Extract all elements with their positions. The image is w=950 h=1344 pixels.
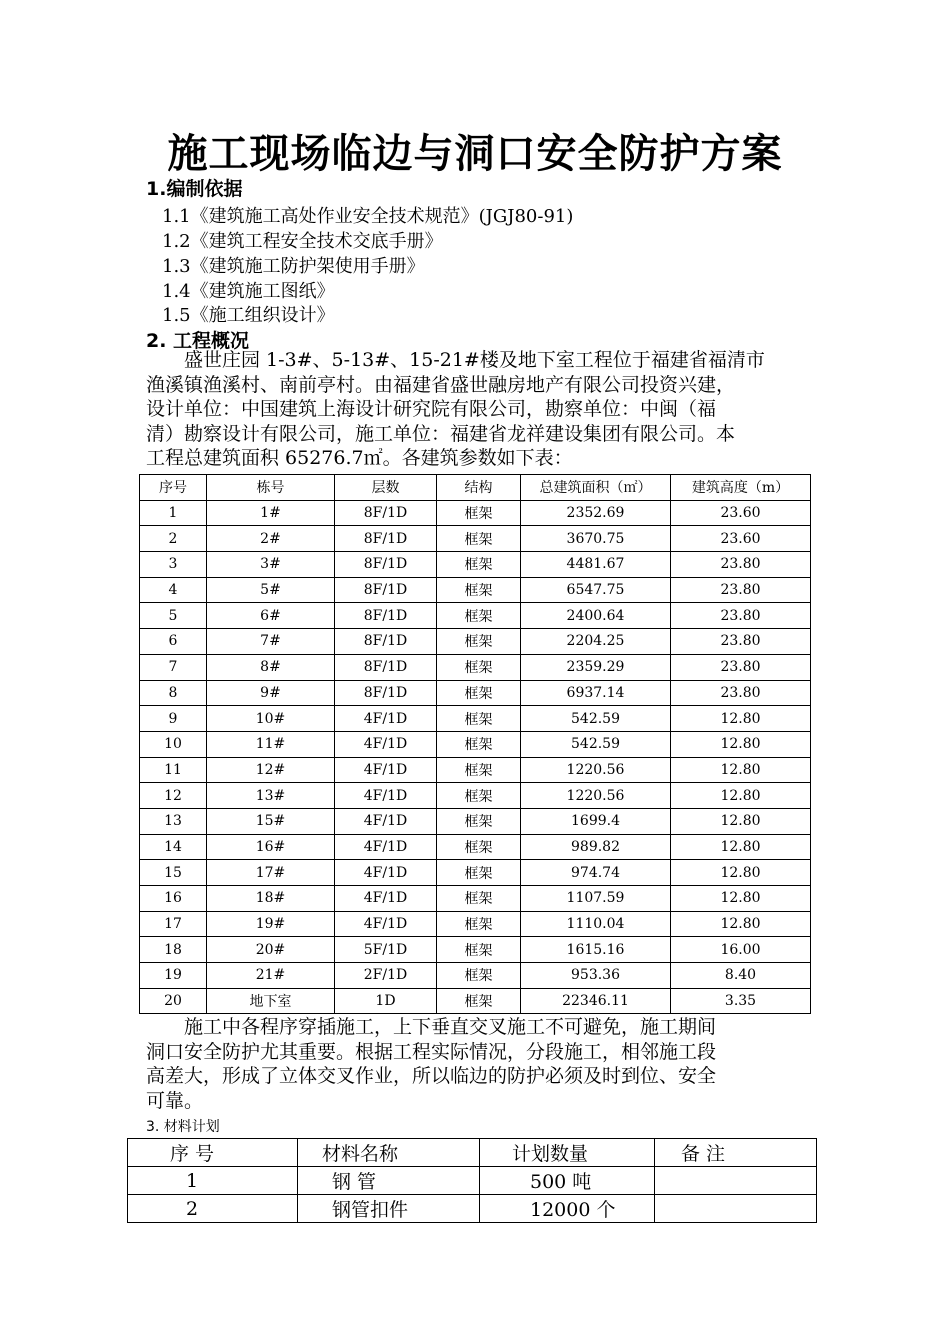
paragraph-line: 洞口安全防护尤其重要。根据工程实际情况，分段施工，相邻施工段 [146, 1040, 717, 1063]
table-cell: 3670.75 [521, 526, 671, 552]
table-cell: 10# [207, 706, 335, 732]
table-cell: 8F/1D [335, 500, 437, 526]
table-cell: 框架 [437, 937, 521, 963]
table-row [140, 706, 811, 732]
paragraph-line: 设计单位：中国建筑上海设计研究院有限公司，勘察单位：中闽（福 [146, 398, 717, 420]
table-cell: 框架 [437, 783, 521, 809]
table-cell: 2204.25 [521, 629, 671, 655]
table-row [140, 731, 811, 757]
table-cell: 4F/1D [335, 834, 437, 860]
table-cell: 钢管扣件 [298, 1195, 480, 1223]
table-cell: 16 [140, 886, 207, 912]
table-cell: 1220.56 [521, 757, 671, 783]
paragraph-line: 清）勘察设计有限公司，施工单位：福建省龙祥建设集团有限公司。本 [146, 422, 736, 445]
table-cell: 8F/1D [335, 526, 437, 552]
table-cell: 974.74 [521, 860, 671, 886]
table-row [140, 552, 811, 578]
table-cell: 4F/1D [335, 706, 437, 732]
table-cell: 23.80 [671, 552, 811, 578]
table-row [128, 1195, 817, 1223]
table-cell: 5# [207, 577, 335, 603]
reference-item: 1.2《建筑工程安全技术交底手册》 [162, 231, 443, 252]
table-cell: 框架 [437, 834, 521, 860]
table-cell: 框架 [437, 886, 521, 912]
table-cell: 框架 [437, 731, 521, 757]
paragraph-line: 工程总建筑面积 65276.7㎡。各建筑参数如下表： [146, 447, 573, 469]
table-cell: 框架 [437, 963, 521, 989]
table-cell: 12.80 [671, 860, 811, 886]
table-cell: 8.40 [671, 963, 811, 989]
table-row [128, 1167, 817, 1195]
table-cell: 16# [207, 834, 335, 860]
table-cell: 12000 个 [480, 1195, 655, 1223]
table-cell: 17# [207, 860, 335, 886]
table-cell: 4F/1D [335, 808, 437, 834]
table-cell: 12.80 [671, 783, 811, 809]
table-cell: 2F/1D [335, 963, 437, 989]
table-row [140, 808, 811, 834]
table-cell: 4F/1D [335, 860, 437, 886]
column-header: 栋号 [207, 475, 335, 501]
paragraph-line: 盛世庄园 1-3#、5-13#、15-21#楼及地下室工程位于福建省福清市 [146, 349, 765, 371]
table-cell: 12.80 [671, 911, 811, 937]
table-cell: 23.80 [671, 603, 811, 629]
table-cell: 13# [207, 783, 335, 809]
table-cell: 2# [207, 526, 335, 552]
table-cell: 12.80 [671, 834, 811, 860]
table-cell: 3 [140, 552, 207, 578]
table-cell: 2 [128, 1195, 298, 1223]
table-cell: 6547.75 [521, 577, 671, 603]
table-cell: 12.80 [671, 706, 811, 732]
table-cell: 12.80 [671, 886, 811, 912]
table-cell: 1 [128, 1167, 298, 1195]
table-cell: 19# [207, 911, 335, 937]
table-cell: 20 [140, 988, 207, 1014]
table-cell: 2352.69 [521, 500, 671, 526]
table-cell: 1D [335, 988, 437, 1014]
table-cell: 4481.67 [521, 552, 671, 578]
table-cell: 8F/1D [335, 680, 437, 706]
table-cell: 1# [207, 500, 335, 526]
table-cell: 15# [207, 808, 335, 834]
table-cell: 7# [207, 629, 335, 655]
project-overview-paragraph [146, 348, 818, 471]
table-cell: 11 [140, 757, 207, 783]
table-cell: 框架 [437, 654, 521, 680]
table-cell: 2 [140, 526, 207, 552]
table-header-row [140, 475, 811, 501]
table-row [140, 526, 811, 552]
table-cell: 地下室 [207, 988, 335, 1014]
table-cell: 23.80 [671, 680, 811, 706]
reference-item: 1.3《建筑施工防护架使用手册》 [162, 256, 425, 277]
table-cell: 4F/1D [335, 911, 437, 937]
table-row [140, 577, 811, 603]
table-cell: 18 [140, 937, 207, 963]
table-cell: 542.59 [521, 731, 671, 757]
table-cell: 8F/1D [335, 629, 437, 655]
table-cell: 989.82 [521, 834, 671, 860]
table-row [140, 654, 811, 680]
table-cell: 7 [140, 654, 207, 680]
table-cell: 4F/1D [335, 886, 437, 912]
paragraph-line: 渔溪镇渔溪村、南前亭村。由福建省盛世融房地产有限公司投资兴建， [146, 373, 736, 396]
table-cell: 4 [140, 577, 207, 603]
table-cell: 5F/1D [335, 937, 437, 963]
table-cell: 1107.59 [521, 886, 671, 912]
table-cell: 12 [140, 783, 207, 809]
table-cell: 4F/1D [335, 731, 437, 757]
table-row [140, 757, 811, 783]
table-cell: 框架 [437, 757, 521, 783]
table-cell: 8 [140, 680, 207, 706]
table-cell: 21# [207, 963, 335, 989]
table-cell: 23.60 [671, 500, 811, 526]
table-cell: 5 [140, 603, 207, 629]
table-header-row [128, 1139, 817, 1167]
table-row [140, 911, 811, 937]
table-cell: 20# [207, 937, 335, 963]
table-cell: 1699.4 [521, 808, 671, 834]
table-cell: 19 [140, 963, 207, 989]
reference-item: 1.5《施工组织设计》 [162, 305, 335, 326]
table-cell: 23.80 [671, 629, 811, 655]
table-cell: 11# [207, 731, 335, 757]
table-cell: 6# [207, 603, 335, 629]
column-header: 备 注 [655, 1139, 817, 1167]
table-cell: 14 [140, 834, 207, 860]
table-cell: 框架 [437, 680, 521, 706]
column-header: 计划数量 [480, 1139, 655, 1167]
table-cell: 2359.29 [521, 654, 671, 680]
table-cell: 500 吨 [480, 1167, 655, 1195]
column-header: 序号 [140, 475, 207, 501]
table-row [140, 834, 811, 860]
column-header: 结构 [437, 475, 521, 501]
paragraph-line: 高差大，形成了立体交叉作业，所以临边的防护必须及时到位、安全 [146, 1065, 717, 1087]
table-cell: 框架 [437, 706, 521, 732]
table-cell: 16.00 [671, 937, 811, 963]
table-row [140, 860, 811, 886]
table-row [140, 963, 811, 989]
column-header: 层数 [335, 475, 437, 501]
section-3-heading: 3. 材料计划 [146, 1119, 220, 1135]
table-cell: 钢 管 [298, 1167, 480, 1195]
table-row [140, 988, 811, 1014]
table-cell: 8# [207, 654, 335, 680]
table-cell: 框架 [437, 911, 521, 937]
table-cell: 框架 [437, 603, 521, 629]
table-cell: 框架 [437, 808, 521, 834]
table-row [140, 629, 811, 655]
column-header: 总建筑面积（㎡） [521, 475, 671, 501]
table-cell: 框架 [437, 526, 521, 552]
material-plan-table [127, 1138, 817, 1223]
table-cell: 3# [207, 552, 335, 578]
table-row [140, 603, 811, 629]
table-cell: 12.80 [671, 731, 811, 757]
table-cell: 23.80 [671, 577, 811, 603]
table-cell: 1 [140, 500, 207, 526]
table-cell: 框架 [437, 552, 521, 578]
table-cell: 12.80 [671, 808, 811, 834]
paragraph-line: 可靠。 [146, 1089, 204, 1112]
table-cell: 3.35 [671, 988, 811, 1014]
table-cell: 12.80 [671, 757, 811, 783]
table-cell: 9# [207, 680, 335, 706]
table-cell: 8F/1D [335, 552, 437, 578]
table-cell: 10 [140, 731, 207, 757]
table-cell: 6 [140, 629, 207, 655]
table-cell: 4F/1D [335, 783, 437, 809]
table-cell: 23.80 [671, 654, 811, 680]
table-cell: 17 [140, 911, 207, 937]
table-cell: 12# [207, 757, 335, 783]
table-cell: 1110.04 [521, 911, 671, 937]
table-cell [655, 1167, 817, 1195]
table-cell: 9 [140, 706, 207, 732]
table-cell: 15 [140, 860, 207, 886]
table-cell: 953.36 [521, 963, 671, 989]
table-cell: 22346.11 [521, 988, 671, 1014]
table-cell: 6937.14 [521, 680, 671, 706]
column-header: 材料名称 [298, 1139, 480, 1167]
table-cell: 1615.16 [521, 937, 671, 963]
table-cell: 2400.64 [521, 603, 671, 629]
table-cell: 1220.56 [521, 783, 671, 809]
reference-item: 1.1《建筑施工高处作业安全技术规范》(JGJ80-91) [162, 206, 574, 227]
paragraph-line: 施工中各程序穿插施工，上下垂直交叉施工不可避免，施工期间 [146, 1016, 717, 1038]
table-cell: 框架 [437, 577, 521, 603]
construction-note-paragraph [146, 1015, 818, 1113]
column-header: 建筑高度（m） [671, 475, 811, 501]
table-cell: 8F/1D [335, 603, 437, 629]
document-title: 施工现场临边与洞口安全防护方案 [167, 131, 783, 177]
table-cell: 框架 [437, 629, 521, 655]
table-row [140, 886, 811, 912]
table-row [140, 500, 811, 526]
table-row [140, 937, 811, 963]
table-row [140, 680, 811, 706]
column-header: 序 号 [128, 1139, 298, 1167]
table-cell: 13 [140, 808, 207, 834]
table-cell: 23.60 [671, 526, 811, 552]
section-1-heading: 1.编制依据 [146, 178, 243, 200]
section-2-heading: 2. 工程概况 [146, 330, 250, 352]
table-cell: 框架 [437, 860, 521, 886]
table-cell: 18# [207, 886, 335, 912]
table-cell: 542.59 [521, 706, 671, 732]
table-cell: 8F/1D [335, 654, 437, 680]
table-cell: 8F/1D [335, 577, 437, 603]
table-cell: 框架 [437, 500, 521, 526]
table-row [140, 783, 811, 809]
table-cell [655, 1195, 817, 1223]
table-cell: 框架 [437, 988, 521, 1014]
reference-item: 1.4《建筑施工图纸》 [162, 281, 335, 302]
building-parameters-table [139, 474, 811, 1014]
table-cell: 4F/1D [335, 757, 437, 783]
